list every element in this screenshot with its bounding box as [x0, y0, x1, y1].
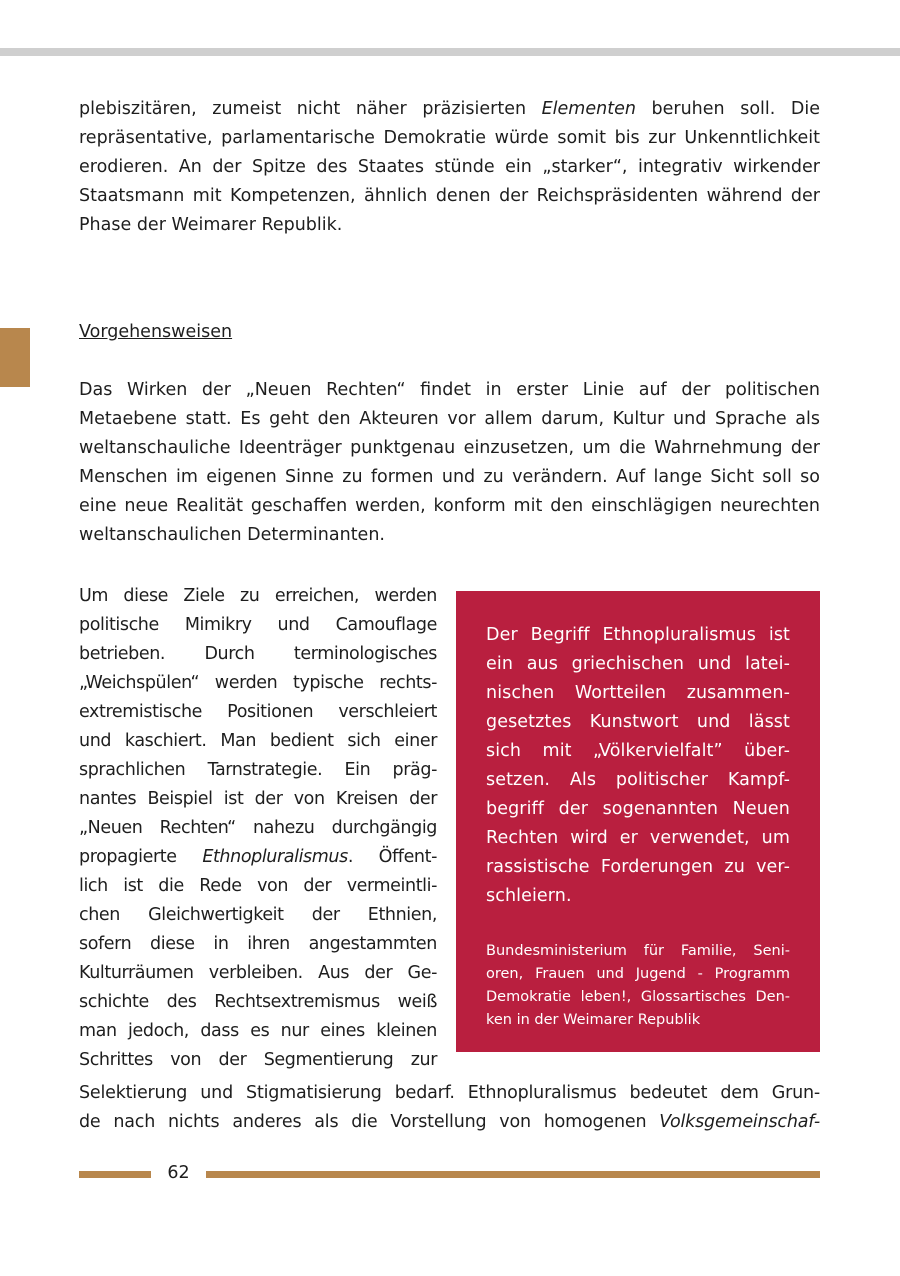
column-text: propagierte: [79, 847, 203, 867]
footer-rule-right: [206, 1171, 820, 1178]
continuation-paragraph: [79, 1079, 820, 1137]
column-line: lich ist die Rede von der vermeintli-: [79, 876, 437, 896]
quote-line: gesetztes Kunstwort und lässt: [486, 712, 790, 732]
section-heading: Vorgehensweisen: [79, 322, 233, 342]
footer-rule-left: [79, 1171, 151, 1178]
column-line: sofern diese in ihren angestammten: [79, 934, 437, 954]
column-emphasis: Ethnopluralismus: [202, 847, 348, 867]
quote-line: ein aus griechischen und latei-: [486, 654, 790, 674]
quote-line: schleiern.: [486, 886, 572, 906]
column-line: Schrittes von der Segmentierung zur: [79, 1050, 437, 1070]
intro-paragraph: [79, 95, 820, 240]
continuation-emphasis: Volksgemeinschaf-: [659, 1112, 820, 1132]
column-line: sprachlichen Tarnstrategie. Ein präg-: [79, 760, 437, 780]
intro-emphasis: Elementen: [541, 99, 636, 119]
column-line-mixed: [79, 843, 437, 872]
quote-line: setzen. Als politischer Kampf-: [486, 770, 790, 790]
intro-text-b: beruhen soll. Die repräsentative, parlamentarische Demokratie würde somit bis zur Unkenntlichkeit erodieren. An der Spitze des Staates stünde ein „starker“, integrativ wirkender Staatsmann mit Kompetenzen, ähnlich denen der Reichspräsidenten während der Phase der Weimarer Republik.: [79, 99, 820, 235]
left-column-paragraph: [79, 582, 437, 1075]
column-line: chen Gleichwertigkeit der Ethnien,: [79, 905, 437, 925]
column-line: und kaschiert. Man bedient sich einer: [79, 731, 437, 751]
section-paragraph-text: Das Wirken der „Neuen Rechten“ findet in erster Linie auf der politischen Metaebene statt. Es geht den Akteuren vor allem darum, Kultur und Sprache als weltanschauliche Ideenträger punktgenau einzusetzen, um die Wahrnehmung der Menschen im eigenen Sinne zu formen und zu verändern. Auf lange Sicht soll so eine neue Realität geschaffen werden, konform mit den einschlägigen neurechten weltanschaulichen Determinanten.: [79, 380, 820, 545]
column-line: betrieben. Durch terminologisches: [79, 644, 437, 664]
column-line: „Weichspülen“ werden typische rechts-: [79, 673, 437, 693]
column-line: Um diese Ziele zu erreichen, werden: [79, 586, 437, 606]
continuation-text: de nach nichts anderes als die Vorstellung von homogenen: [79, 1112, 660, 1132]
continuation-line-mixed: [79, 1108, 820, 1137]
quote-line: sich mit „Völkervielfalt” über-: [486, 741, 790, 761]
quote-line: Der Begriff Ethnopluralismus ist: [486, 625, 790, 645]
section-paragraph: [79, 376, 820, 550]
intro-text-a: plebiszitären, zumeist nicht näher präzisierten: [79, 99, 542, 119]
quote-line: Rechten wird er verwendet, um: [486, 828, 790, 848]
column-line: politische Mimikry und Camouflage: [79, 615, 437, 635]
quote-line: nischen Wortteilen zusammen-: [486, 683, 790, 703]
info-box-source: [486, 940, 790, 1032]
column-text: . Öffent-: [347, 847, 437, 867]
source-line: ken in der Weimarer Republik: [486, 1012, 701, 1028]
info-box-quote: [486, 621, 790, 911]
continuation-line: Selektierung und Stigmatisierung bedarf. Ethnopluralismus bedeutet dem Grun-: [79, 1083, 820, 1103]
column-line: man jedoch, dass es nur eines kleinen: [79, 1021, 437, 1041]
source-line: Bundesministerium für Familie, Seni-: [486, 943, 790, 959]
quote-line: begriff der sogenannten Neuen: [486, 799, 790, 819]
column-line: schichte des Rechtsextremismus weiß: [79, 992, 437, 1012]
top-divider: [0, 48, 900, 56]
column-line: extremistische Positionen verschleiert: [79, 702, 437, 722]
info-box: [456, 591, 820, 1052]
chapter-marker-tab: [0, 328, 30, 387]
column-line: „Neuen Rechten“ nahezu durchgängig: [79, 818, 437, 838]
column-line: nantes Beispiel ist der von Kreisen der: [79, 789, 437, 809]
source-line: Demokratie leben!, Glossartisches Den-: [486, 989, 790, 1005]
source-line: oren, Frauen und Jugend - Programm: [486, 966, 790, 982]
page-number: 62: [167, 1163, 190, 1183]
quote-line: rassistische Forderungen zu ver-: [486, 857, 790, 877]
column-line: Kulturräumen verbleiben. Aus der Ge-: [79, 963, 437, 983]
